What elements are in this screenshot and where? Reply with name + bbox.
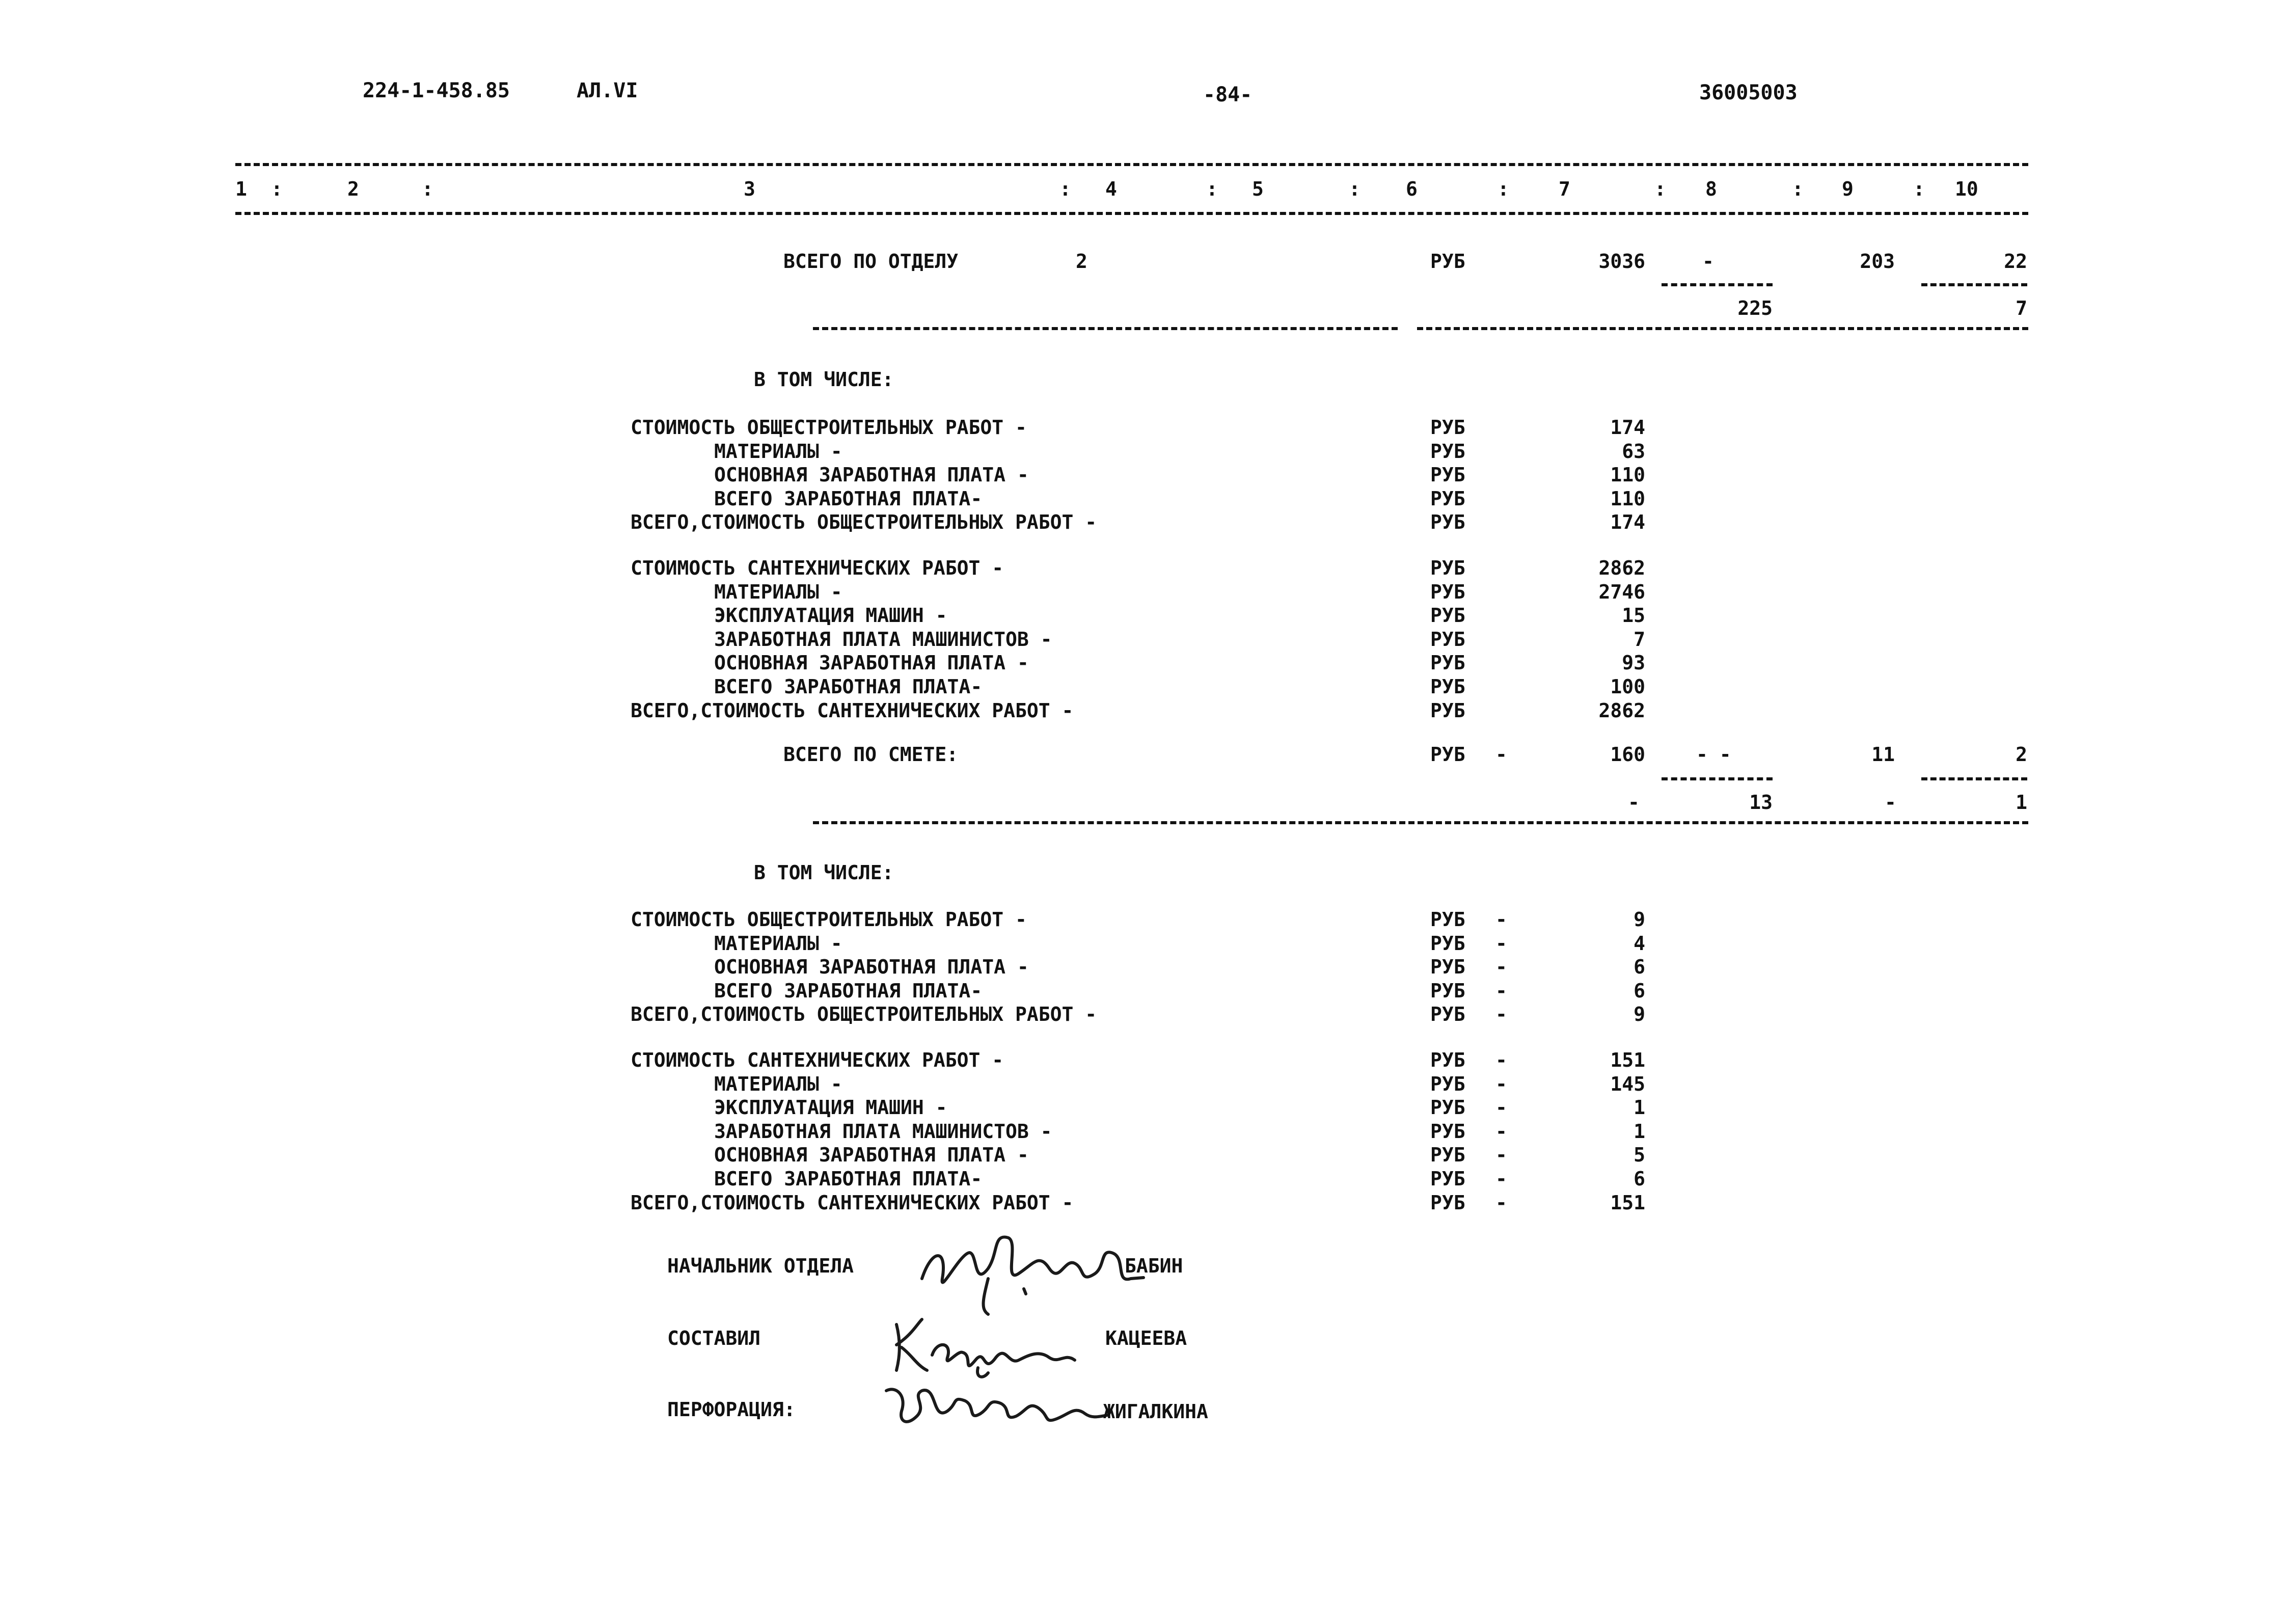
cost-line-value: 9 [1634, 1003, 1645, 1025]
cost-line-value: 174 [1610, 511, 1645, 533]
estimate-total-col8-bottom-sign: - [1628, 791, 1640, 814]
column-separator: : [1498, 178, 1509, 200]
cost-line-label: ОСНОВНАЯ ЗАРАБОТНАЯ ПЛАТА - [714, 1144, 1029, 1166]
signature-name-compiled: КАЦЕЕВА [1105, 1327, 1187, 1349]
department-total-col7: 3036 [1598, 250, 1645, 273]
including-heading-1: В ТОМ ЧИСЛЕ: [754, 368, 894, 391]
cost-line-label: ВСЕГО,СТОИМОСТЬ САНТЕХНИЧЕСКИХ РАБОТ - [631, 1192, 1074, 1214]
cost-line-unit: РУБ [1430, 699, 1465, 722]
cost-line-sign: - [1495, 1003, 1507, 1025]
estimate-total-rule [813, 821, 2028, 824]
cost-line-label: МАТЕРИАЛЫ - [714, 1073, 842, 1095]
cost-line-unit: РУБ [1430, 604, 1465, 627]
header-rule-bottom [235, 212, 2028, 215]
cost-line-value: 6 [1634, 1168, 1645, 1190]
estimate-total-col10-top: 2 [2016, 743, 2027, 766]
column-separator: : [1654, 178, 1666, 200]
column-separator: : [271, 178, 283, 200]
department-total-unit: РУБ [1430, 250, 1465, 273]
cost-line-unit: РУБ [1430, 675, 1465, 698]
cost-line-label: МАТЕРИАЛЫ - [714, 581, 842, 603]
column-number-3: 3 [744, 178, 755, 200]
column-number-4: 4 [1105, 178, 1117, 200]
column-separator: : [1349, 178, 1360, 200]
cost-line-value: 174 [1610, 416, 1645, 439]
column-number-2: 2 [347, 178, 359, 200]
cost-line-label: СТОИМОСТЬ ОБЩЕСТРОИТЕЛЬНЫХ РАБОТ - [631, 908, 1027, 931]
cost-line-sign: - [1495, 1144, 1507, 1166]
estimate-total-sign: - [1495, 743, 1507, 766]
department-total-col10-bottom: 7 [2016, 297, 2027, 319]
department-total-label: ВСЕГО ПО ОТДЕЛУ [783, 250, 959, 273]
cost-line-value: 100 [1610, 675, 1645, 698]
cost-line-value: 110 [1610, 488, 1645, 510]
column-number-10: 10 [1955, 178, 1978, 200]
estimate-number: 36005003 [1699, 81, 1798, 104]
cost-line-unit: РУБ [1430, 464, 1465, 486]
cost-line-sign: - [1495, 980, 1507, 1002]
column-separator: : [422, 178, 433, 200]
cost-line-label: ЗАРАБОТНАЯ ПЛАТА МАШИНИСТОВ - [714, 628, 1052, 651]
column-number-5: 5 [1252, 178, 1264, 200]
cost-line-value: 4 [1634, 932, 1645, 955]
cost-line-unit: РУБ [1430, 1096, 1465, 1119]
cost-line-unit: РУБ [1430, 652, 1465, 674]
cost-line-value: 1 [1634, 1120, 1645, 1143]
cost-line-unit: РУБ [1430, 1003, 1465, 1025]
cost-line-sign: - [1495, 956, 1507, 978]
cost-line-label: МАТЕРИАЛЫ - [714, 932, 842, 955]
department-total-col10-rule [1921, 283, 2027, 286]
cost-line-unit: РУБ [1430, 956, 1465, 978]
cost-line-label: ОСНОВНАЯ ЗАРАБОТНАЯ ПЛАТА - [714, 956, 1029, 978]
cost-line-value: 151 [1610, 1192, 1645, 1214]
cost-line-label: ВСЕГО ЗАРАБОТНАЯ ПЛАТА- [714, 488, 983, 510]
signature-role-perforation: ПЕРФОРАЦИЯ: [667, 1398, 796, 1421]
cost-line-label: ВСЕГО,СТОИМОСТЬ САНТЕХНИЧЕСКИХ РАБОТ - [631, 699, 1074, 722]
signature-compiled-handwriting [886, 1304, 1080, 1381]
estimate-total-col9-top: 11 [1871, 743, 1895, 766]
cost-line-value: 6 [1634, 956, 1645, 978]
cost-line-label: ВСЕГО,СТОИМОСТЬ ОБЩЕСТРОИТЕЛЬНЫХ РАБОТ - [631, 511, 1097, 533]
column-separator: : [1059, 178, 1071, 200]
cost-line-label: ЭКСПЛУАТАЦИЯ МАШИН - [714, 604, 947, 627]
cost-line-unit: РУБ [1430, 440, 1465, 463]
cost-line-sign: - [1495, 1073, 1507, 1095]
column-separator: : [1792, 178, 1804, 200]
cost-line-sign: - [1495, 1096, 1507, 1119]
cost-line-label: ЗАРАБОТНАЯ ПЛАТА МАШИНИСТОВ - [714, 1120, 1052, 1143]
department-total-col8-bottom: 225 [1737, 297, 1773, 319]
cost-line-unit: РУБ [1430, 511, 1465, 533]
cost-line-unit: РУБ [1430, 488, 1465, 510]
cost-line-sign: - [1495, 932, 1507, 955]
column-number-1: 1 [235, 178, 247, 200]
cost-line-value: 63 [1622, 440, 1645, 463]
cost-line-value: 9 [1634, 908, 1645, 931]
cost-line-sign: - [1495, 1168, 1507, 1190]
cost-line-unit: РУБ [1430, 980, 1465, 1002]
department-total-col8-top: - [1702, 250, 1714, 273]
cost-line-label: СТОИМОСТЬ ОБЩЕСТРОИТЕЛЬНЫХ РАБОТ - [631, 416, 1027, 439]
cost-line-value: 7 [1634, 628, 1645, 651]
estimate-total-col8-rule [1662, 777, 1773, 780]
department-number: 2 [1076, 250, 1087, 273]
cost-line-unit: РУБ [1430, 1144, 1465, 1166]
cost-line-value: 93 [1622, 652, 1645, 674]
column-separator: : [1913, 178, 1925, 200]
department-total-col8-rule [1662, 283, 1773, 286]
estimate-total-unit: РУБ [1430, 743, 1465, 766]
cost-line-value: 2746 [1598, 581, 1645, 603]
cost-line-sign: - [1495, 1192, 1507, 1214]
cost-line-sign: - [1495, 908, 1507, 931]
department-total-col10-top: 22 [2004, 250, 2027, 273]
cost-line-label: ВСЕГО ЗАРАБОТНАЯ ПЛАТА- [714, 675, 983, 698]
cost-line-value: 2862 [1598, 557, 1645, 579]
page-number: -84- [1203, 83, 1253, 106]
signature-name-perforation: ЖИГАЛКИНА [1103, 1400, 1208, 1423]
cost-line-value: 15 [1622, 604, 1645, 627]
estimate-total-col8-top: - - [1696, 743, 1731, 766]
cost-line-label: ВСЕГО ЗАРАБОТНАЯ ПЛАТА- [714, 980, 983, 1002]
estimate-total-col7: 160 [1610, 743, 1645, 766]
cost-line-label: СТОИМОСТЬ САНТЕХНИЧЕСКИХ РАБОТ - [631, 557, 1004, 579]
header-rule-top [235, 163, 2028, 166]
cost-line-value: 1 [1634, 1096, 1645, 1119]
cost-line-unit: РУБ [1430, 932, 1465, 955]
cost-line-unit: РУБ [1430, 908, 1465, 931]
cost-line-unit: РУБ [1430, 1073, 1465, 1095]
signature-role-head: НАЧАЛЬНИК ОТДЕЛА [667, 1255, 854, 1277]
cost-line-label: ОСНОВНАЯ ЗАРАБОТНАЯ ПЛАТА - [714, 652, 1029, 674]
cost-line-unit: РУБ [1430, 557, 1465, 579]
department-total-rule-left [813, 327, 1398, 330]
column-separator: : [1206, 178, 1218, 200]
cost-line-unit: РУБ [1430, 628, 1465, 651]
cost-line-label: МАТЕРИАЛЫ - [714, 440, 842, 463]
album-number: АЛ.VI [577, 79, 638, 102]
cost-line-label: СТОИМОСТЬ САНТЕХНИЧЕСКИХ РАБОТ - [631, 1049, 1004, 1071]
estimate-total-col10-rule [1921, 777, 2027, 780]
cost-line-unit: РУБ [1430, 1192, 1465, 1214]
cost-line-unit: РУБ [1430, 581, 1465, 603]
column-number-7: 7 [1559, 178, 1570, 200]
signature-perforation-handwriting [876, 1370, 1110, 1437]
signature-role-compiled: СОСТАВИЛ [667, 1327, 761, 1349]
signature-name-head: БАБИН [1125, 1255, 1183, 1277]
estimate-total-col9-bottom: - [1885, 791, 1896, 814]
cost-line-value: 5 [1634, 1144, 1645, 1166]
cost-line-label: ВСЕГО,СТОИМОСТЬ ОБЩЕСТРОИТЕЛЬНЫХ РАБОТ - [631, 1003, 1097, 1025]
cost-line-value: 6 [1634, 980, 1645, 1002]
cost-line-unit: РУБ [1430, 1168, 1465, 1190]
cost-line-sign: - [1495, 1049, 1507, 1071]
cost-line-label: ВСЕГО ЗАРАБОТНАЯ ПЛАТА- [714, 1168, 983, 1190]
column-number-9: 9 [1842, 178, 1854, 200]
cost-line-label: ЭКСПЛУАТАЦИЯ МАШИН - [714, 1096, 947, 1119]
estimate-total-col8-bottom: 13 [1749, 791, 1773, 814]
cost-line-value: 110 [1610, 464, 1645, 486]
cost-line-value: 2862 [1598, 699, 1645, 722]
cost-line-unit: РУБ [1430, 1120, 1465, 1143]
column-number-8: 8 [1705, 178, 1717, 200]
cost-line-sign: - [1495, 1120, 1507, 1143]
including-heading-2: В ТОМ ЧИСЛЕ: [754, 861, 894, 884]
department-total-rule-right [1417, 327, 2028, 330]
estimate-total-col10-bottom: 1 [2016, 791, 2027, 814]
cost-line-unit: РУБ [1430, 416, 1465, 439]
estimate-total-label: ВСЕГО ПО СМЕТЕ: [783, 743, 959, 766]
cost-line-value: 145 [1610, 1073, 1645, 1095]
document-code: 224-1-458.85 [363, 79, 510, 102]
department-total-col9: 203 [1860, 250, 1895, 273]
cost-line-label: ОСНОВНАЯ ЗАРАБОТНАЯ ПЛАТА - [714, 464, 1029, 486]
column-number-6: 6 [1406, 178, 1418, 200]
cost-line-unit: РУБ [1430, 1049, 1465, 1071]
cost-line-value: 151 [1610, 1049, 1645, 1071]
